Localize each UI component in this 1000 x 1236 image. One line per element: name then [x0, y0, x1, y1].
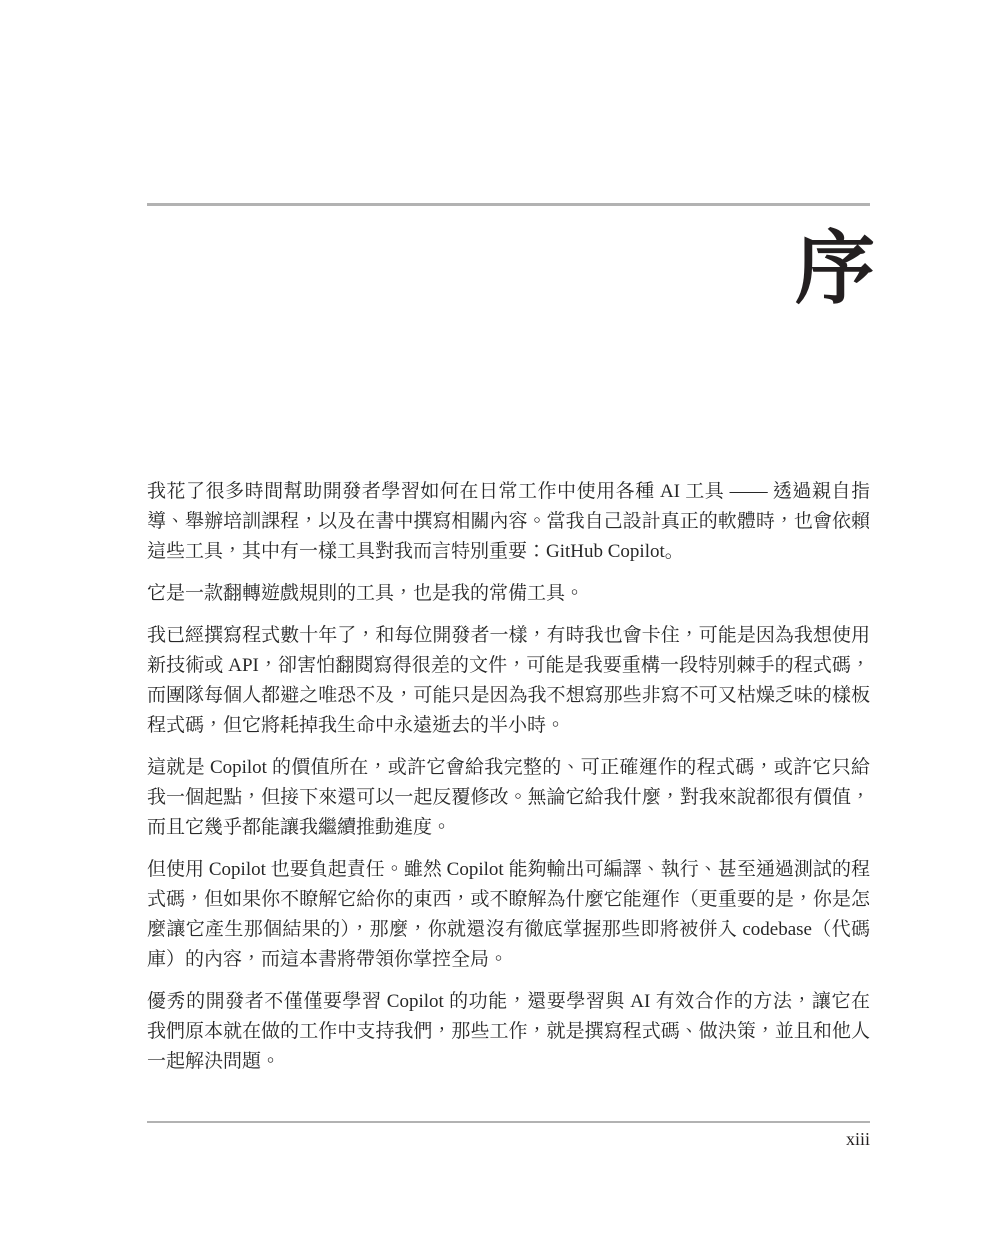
chapter-title: 序 — [795, 224, 875, 313]
bottom-divider-rule — [147, 1121, 870, 1123]
paragraph: 但使用 Copilot 也要負起責任。雖然 Copilot 能夠輸出可編譯、執行、甚至通過測試的程式碼，但如果你不瞭解它給你的東西，或不瞭解為什麼它能運作（更重要的是，你是怎麼讓它產生那個結果的），那麼，你就還沒有徹底掌握那些即將被併入 codebase（代碼庫）的內容，而這本書將帶領你掌控全局。 — [147, 859, 870, 970]
paragraph: 我已經撰寫程式數十年了，和每位開發者一樣，有時我也會卡住，可能是因為我想使用新技術或 API，卻害怕翻閱寫得很差的文件，可能是我要重構一段特別棘手的程式碼，而團隊每個人都避之唯恐不及，可能只是因為我不想寫那些非寫不可又枯燥乏味的樣板程式碼，但它將耗掉我生命中永遠逝去的半小時。 — [147, 625, 870, 736]
top-divider-rule — [147, 203, 870, 206]
paragraph: 這就是 Copilot 的價值所在，或許它會給我完整的、可正確運作的程式碼，或許它只給我一個起點，但接下來還可以一起反覆修改。無論它給我什麼，對我來說都很有價值，而且它幾乎都能讓我繼續推動進度。 — [147, 757, 870, 838]
paragraph: 優秀的開發者不僅僅要學習 Copilot 的功能，還要學習與 AI 有效合作的方法，讓它在我們原本就在做的工作中支持我們，那些工作，就是撰寫程式碼、做決策，並且和他人一起解決問題。 — [147, 991, 870, 1072]
page-number: xiii — [845, 1129, 870, 1149]
preface-body — [147, 477, 870, 1089]
paragraph: 我花了很多時間幫助開發者學習如何在日常工作中使用各種 AI 工具 —— 透過親自指導、舉辦培訓課程，以及在書中撰寫相關內容。當我自己設計真正的軟體時，也會依賴這些工具，其中有一樣工具對我而言特別重要：GitHub Copilot。 — [147, 481, 870, 562]
paragraph: 它是一款翻轉遊戲規則的工具，也是我的常備工具。 — [147, 583, 585, 604]
